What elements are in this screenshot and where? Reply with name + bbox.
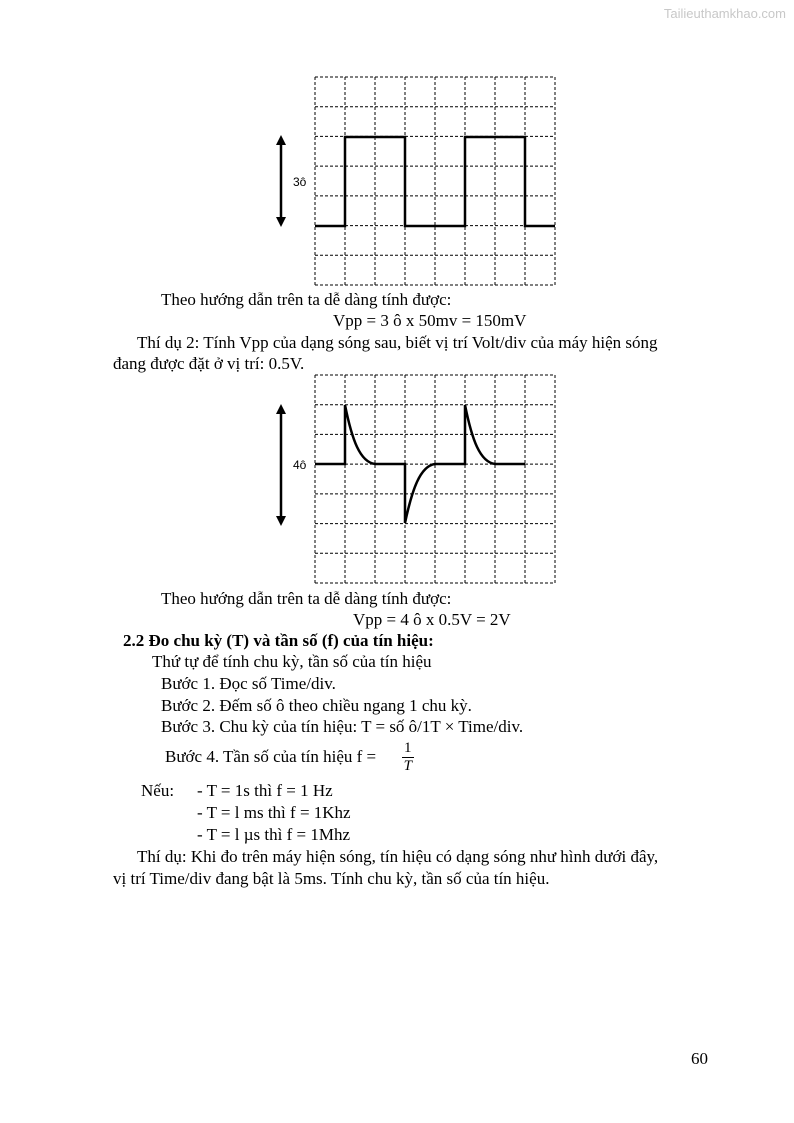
oscilloscope-grid-2 bbox=[315, 375, 555, 583]
section-heading: 2.2 Đo chu kỳ (T) và tần số (f) của tín hiệu: bbox=[123, 631, 434, 650]
page-number: 60 bbox=[691, 1049, 708, 1068]
text-line: đang được đặt ở vị trí: 0.5V. bbox=[113, 354, 305, 373]
fraction-1-over-T bbox=[402, 740, 414, 775]
fraction-numerator: 1 bbox=[404, 740, 412, 756]
text-line: Thí dụ 2: Tính Vpp của dạng sóng sau, biết vị trí Volt/div của máy hiện sóng bbox=[137, 333, 658, 352]
step-2: Bước 2. Đếm số ô theo chiều ngang 1 chu kỳ. bbox=[161, 696, 472, 715]
text-line: Theo hướng dẫn trên ta dễ dàng tính được: bbox=[161, 290, 452, 309]
case-item: - T = l µs thì f = 1Mhz bbox=[197, 825, 351, 844]
step-3: Bước 3. Chu kỳ của tín hiệu: T = số ô/1T × Time/div. bbox=[161, 717, 524, 736]
text-line: Thứ tự để tính chu kỳ, tần số của tín hiệu bbox=[152, 652, 432, 671]
watermark: Tailieuthamkhao.com bbox=[663, 6, 786, 21]
oscilloscope-grid-1 bbox=[315, 77, 555, 285]
text-line: Theo hướng dẫn trên ta dễ dàng tính được: bbox=[161, 589, 452, 608]
formula-2: Vpp = 4 ô x 0.5V = 2V bbox=[353, 610, 511, 629]
fraction-denominator: T bbox=[403, 758, 412, 774]
division-label-1: 3ô bbox=[293, 175, 307, 189]
step-1: Bước 1. Đọc số Time/div. bbox=[161, 674, 336, 693]
division-label-2: 4ô bbox=[293, 458, 307, 472]
step-4: Bước 4. Tần số của tín hiệu f = bbox=[165, 747, 377, 766]
text-line: Thí dụ: Khi đo trên máy hiện sóng, tín hiệu có dạng sóng như hình dưới đây, bbox=[137, 847, 659, 866]
case-item: - T = l ms thì f = 1Khz bbox=[197, 803, 351, 822]
formula-1: Vpp = 3 ô x 50mv = 150mV bbox=[333, 311, 527, 330]
case-item: - T = 1s thì f = 1 Hz bbox=[197, 781, 333, 800]
if-label: Nếu: bbox=[141, 781, 175, 800]
text-line: vị trí Time/div đang bật là 5ms. Tính chu kỳ, tần số của tín hiệu. bbox=[113, 869, 550, 888]
